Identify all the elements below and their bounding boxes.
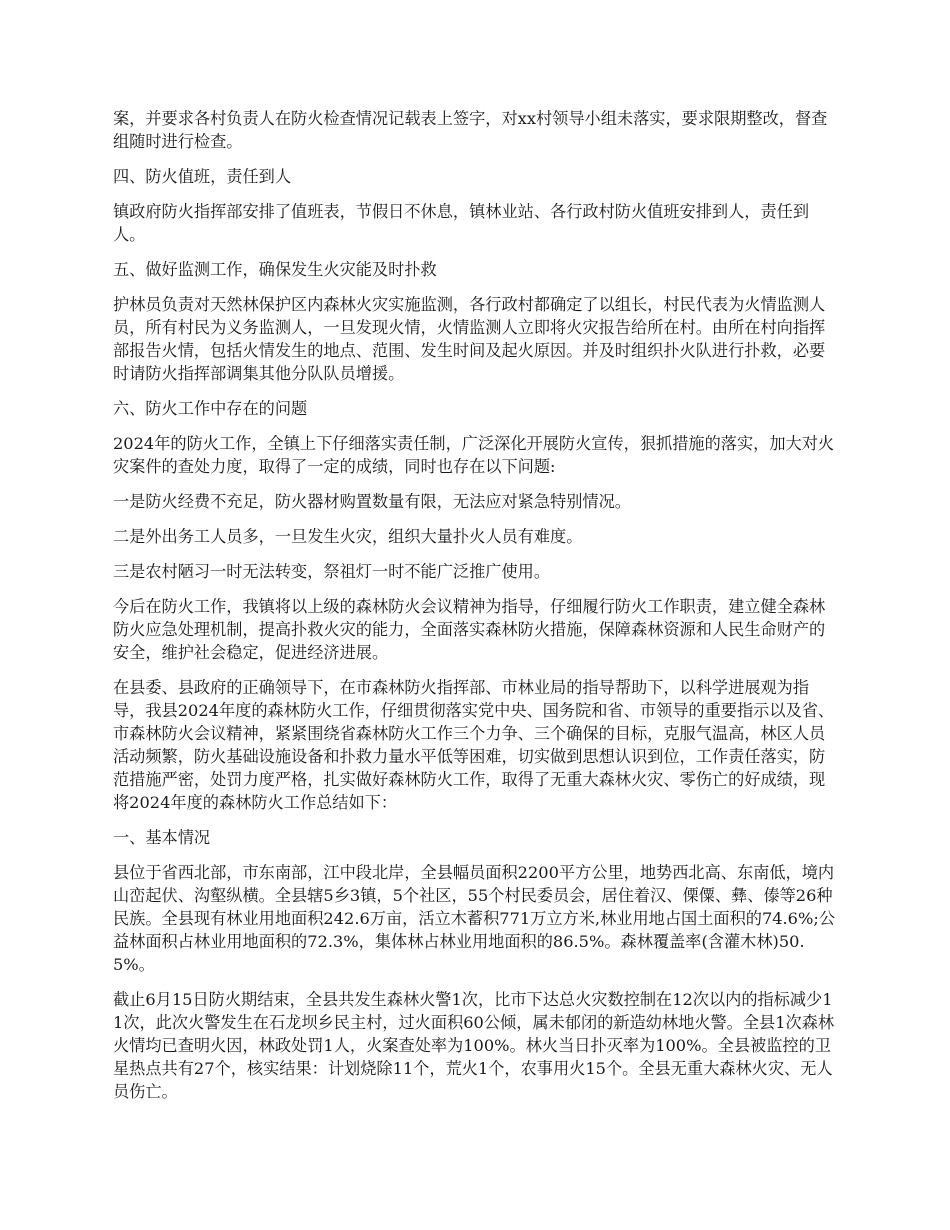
paragraph-monitoring-details: 护林员负责对天然林保护区内森林火灾实施监测，各行政村都确定了以组长，村民代表为火情监测人员，所有村民为义务监测人，一旦发现火情，火情监测人立即将火灾报告给所在村。由所在村向指挥部报告火情，包括火情发生的地点、范围、发生时间及起火原因。并及时组织扑火队进行扑救，必要时请防火指挥部调集其他分队队员增援。: [113, 295, 826, 383]
heading-basic-situation: 一、基本情况: [113, 828, 211, 847]
paragraph-county-summary-intro: 在县委、县政府的正确领导下，在市森林防火指挥部、市林业局的指导帮助下，以科学进展观为指导，我县2024年度的森林防火工作，仔细贯彻落实党中央、国务院和省、市领导的重要指示以及省、市森林防火会议精神，紧紧围绕省森林防火工作三个力争、三个确保的目标，克服气温高，林区人员活动频繁，防火基础设施设备和扑救力量水平低等困难，切实做到思想认识到位，工作责任落实，防范措施严密，处罚力度严格，扎实做好森林防火工作，取得了无重大森林火灾、零伤亡的好成绩，现将2024年度的森林防火工作总结如下：: [113, 678, 835, 812]
paragraph-problem-two: 二是外出务工人员多，一旦发生火灾，组织大量扑火人员有难度。: [113, 527, 583, 546]
paragraph-problems-intro: 2024年的防火工作，全镇上下仔细落实责任制，广泛深化开展防火宣传，狠抓措施的落实，加大对火灾案件的查处力度，取得了一定的成绩，同时也存在以下问题:: [113, 434, 835, 476]
heading-fire-duty: 四、防火值班，责任到人: [113, 167, 292, 186]
paragraph-county-basic-info: 县位于省西北部，市东南部，江中段北岸，全县幅员面积2200平方公里，地势西北高、东南低，境内山峦起伏、沟壑纵横。全县辖5乡3镇，5个社区，55个村民委员会，居住着汉、傈僳、彝、傣等26种民族。全县现有林业用地面积242.6万亩，活立木蓄积771万立方米,林业用地占国土面积的74.6%;公益林面积占林业用地面积的72.3%，集体林占林业用地面积的86.5%。森林覆盖率(含灌木林)50.5%。: [113, 863, 836, 974]
heading-monitoring: 五、做好监测工作，确保发生火灾能及时扑救: [113, 260, 437, 279]
paragraph-future-work: 今后在防火工作，我镇将以上级的森林防火会议精神为指导，仔细履行防火工作职责，建立健全森林防火应急处理机制，提高扑救火灾的能力，全面落实森林防火措施，保障森林资源和人民生命财产的安全，维护社会稳定，促进经济进展。: [113, 597, 826, 662]
paragraph-problem-three: 三是农村陋习一时无法转变，祭祖灯一时不能广泛推广使用。: [113, 562, 551, 581]
paragraph-inspection-signing: 案，并要求各村负责人在防火检查情况记载表上签字，对xx村领导小组未落实，要求限期整改，督查组随时进行检查。: [113, 109, 828, 151]
paragraph-fire-statistics: 截止6月15日防火期结束，全县共发生森林火警1次，比市下达总火灾数控制在12次以内的指标减少11次，此次火警发生在石龙坝乡民主村，过火面积60公倾，属未郁闭的新造幼林地火警。全县1次森林火情均已查明火因，林政处罚1人，火案查处率为100%。林火当日扑灭率为100%。全县被监控的卫星热点共有27个，核实结果：计划烧除11个，荒火1个，农事用火15个。全县无重大森林火灾、无人员伤亡。: [113, 990, 835, 1101]
heading-problems: 六、防火工作中存在的问题: [113, 399, 308, 418]
paragraph-duty-roster: 镇政府防火指挥部安排了值班表，节假日不休息，镇林业站、各行政村防火值班安排到人，责任到人。: [113, 202, 810, 244]
paragraph-problem-one: 一是防火经费不充足，防火器材购置数量有限，无法应对紧急特别情况。: [113, 492, 631, 511]
